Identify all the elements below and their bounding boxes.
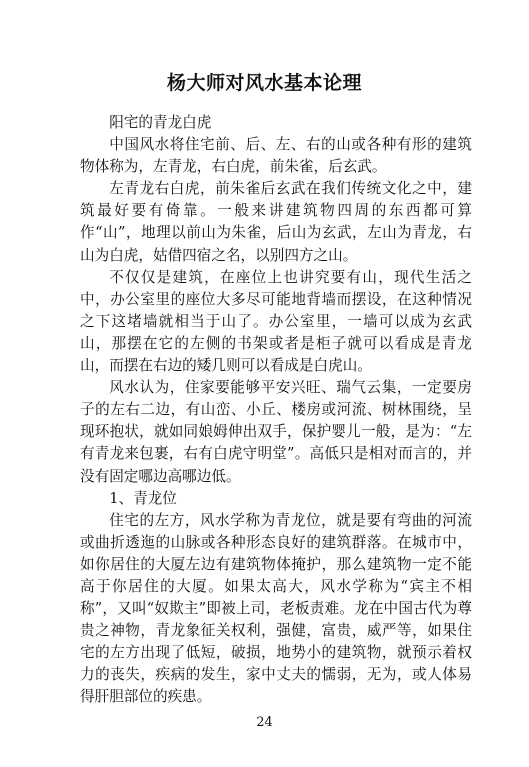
page-title: 杨大师对风水基本论理 [166,72,362,94]
paragraph: 风水认为，住家要能够平安兴旺、瑞气云集，一定要房子的左右二边，有山峦、小丘、楼房或河流、树林围绕，呈现环抱状，就如同娘姆伸出双手，保护婴儿一般，是为：“左有青龙来包裹，右有白虎守明堂”。高低只是相对而言的，并没有固定哪边高哪边低。 [80,379,472,485]
subsection-heading: 1、青龙位 [109,489,177,507]
body-text [80,112,472,709]
paragraph: 中国风水将住宅前、后、左、右的山或各种有形的建筑物体称为，左青龙，右白虎，前朱雀，后玄武。 [80,136,472,176]
paragraph: 不仅仅是建筑，在座位上也讲究要有山，现代生活之中，办公室里的座位大多尽可能地背墙而摆设，在这种情况之下这堵墙就相当于山了。办公室里，一墙可以成为玄武山，那摆在它的左侧的书架或者是柜子就可以看成是青龙山，而摆在右边的矮几则可以看成是白虎山。 [80,268,472,375]
section-heading: 阳宅的青龙白虎 [109,114,212,131]
page-number: 24 [256,715,273,730]
paragraph: 住宅的左方，风水学称为青龙位，就是要有弯曲的河流或曲折透迤的山脉或各种形态良好的建筑群落。在城市中，如你居住的大厦左边有建筑物体掩护，那么建筑物一定不能高于你居住的大厦。如果太高大，风水学称为“宾主不相称”，又叫“奴欺主”即被上司，老板责难。龙在中国古代为尊贵之神物，青龙象征关权利，强健，富贵，威严等，如果住宅的左方出现了低短，破损，地势小的建筑物，就预示着权力的丧失，疾病的发生，家中丈夫的懦弱，无为，或人体易得肝胆部位的疾患。 [80,511,472,706]
paragraph: 左青龙右白虎，前朱雀后玄武在我们传统文化之中，建筑最好要有倚靠。一般来讲建筑物四周的东西都可算作“山”，地理以前山为朱雀，后山为玄武，左山为青龙，右山为白虎，姑借四宿之名，以别四方之山。 [80,180,472,264]
